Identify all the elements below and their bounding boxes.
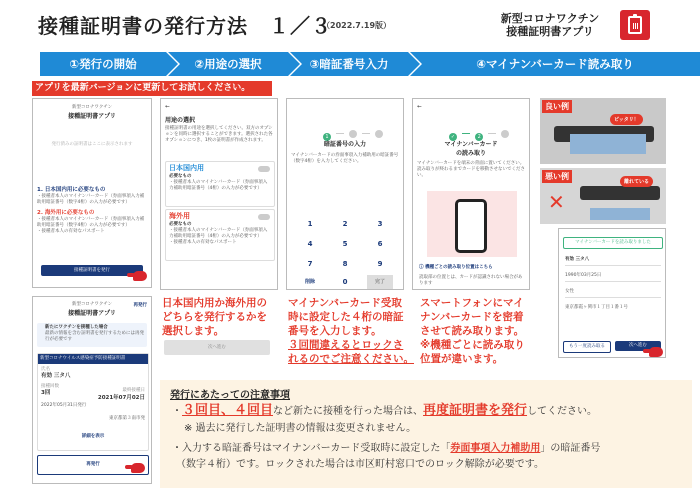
screen5-title: 接種証明書アプリ: [68, 310, 116, 317]
app-name-line1: 新型コロナワクチン: [500, 12, 600, 25]
caption-purpose: [162, 296, 284, 338]
key-8[interactable]: 8: [342, 260, 348, 268]
app-logo-icon: [620, 10, 650, 40]
next-button-disabled[interactable]: [164, 340, 270, 355]
screen4-desc: マイナンバーカードを端末の背面に置いてください。読み取りが終わるまでカードを移動させないでください。: [417, 161, 525, 178]
overseas-desc2: ・接種者本人の有効なパスポート: [169, 240, 237, 245]
dose-value: 3回: [41, 390, 51, 396]
screen1-need2: 2. 海外用に必要なもの: [37, 210, 95, 216]
screen1-need2-desc1: ・接種者本人のマイナンバーカード（券面事項入力補助用暗証番号（数字4桁）の入力が必要です）: [37, 217, 145, 228]
read-position-label: 機種ごとの読み取り位置はこちら: [425, 265, 493, 270]
caption-card-2: ナンバーカードを密着: [420, 311, 524, 323]
issuer: 東京都第３南市発: [109, 416, 145, 421]
caption-card-5: 位置が違います。: [420, 353, 504, 365]
screen-purpose: [160, 98, 278, 290]
screen-issued: [32, 296, 152, 484]
screen1-placeholder: 発行済みの証明書はここに表示されます: [51, 142, 133, 147]
progress-dots: 1: [323, 123, 383, 142]
caption-card: [420, 296, 532, 366]
domestic-option[interactable]: 日本国内用: [169, 164, 204, 172]
overseas-need: 必要なもの: [169, 222, 192, 227]
note-line-2: ※ 過去に発行した証明書の情報は変更されません。: [184, 423, 417, 434]
app-name-line2: 接種証明書アプリ: [506, 25, 594, 38]
screen-start: [32, 98, 152, 288]
issued-date: 2022年05月31日発行: [41, 403, 87, 408]
good-example-bubble: ピッタリ！: [610, 114, 643, 125]
key-2[interactable]: 2: [342, 220, 348, 228]
key-5[interactable]: 5: [342, 240, 348, 248]
key-9[interactable]: 9: [377, 260, 383, 268]
domestic-toggle[interactable]: [258, 166, 270, 172]
screen1-need2-desc2: ・接種者本人の有効なパスポート: [37, 229, 105, 234]
overseas-desc1: ・接種者本人のマイナンバーカード（券面事項入力補助用暗証番号（4桁）の入力が必要です）: [169, 228, 268, 239]
caption-pin-1: マイナンバーカード受取: [288, 297, 402, 309]
good-example-tag: 良い例: [542, 100, 572, 113]
form-address: 東京都霞ヶ関市１丁目１番１号: [565, 305, 628, 310]
note-dose-highlight: ３回目、４回目: [182, 403, 274, 418]
note-line-1-end: してください。: [527, 406, 598, 417]
domestic-desc: ・接種者本人のマイナンバーカード（券面事項入力補助用暗証番号（4桁）の入力が必要です）: [169, 180, 268, 191]
name-value: 有効 三タ八: [41, 373, 71, 379]
proceed-button[interactable]: 次へ進む: [615, 341, 661, 351]
screen4-title-2: の読み取り: [455, 150, 486, 157]
step-1: ①発行の開始: [40, 52, 166, 76]
screen3-title: 暗証番号の入力: [323, 141, 366, 148]
screen5-subtitle: 新型コロナワクチン: [71, 302, 113, 307]
notes-title: 発行にあたっての注意事項: [170, 390, 290, 401]
screen-pin: [286, 98, 404, 290]
form-birth: 1990年03月25日: [565, 273, 602, 278]
note-line-3: [172, 442, 600, 456]
show-detail-button[interactable]: 詳細を表示: [81, 434, 105, 439]
overseas-option[interactable]: 海外用: [169, 212, 190, 220]
screen-card-read: [412, 98, 530, 290]
caption-purpose-1: 日本国内用か海外用の: [162, 297, 267, 309]
page-title: 接種証明書の発行方法 １／３: [38, 14, 332, 38]
caption-pin-4: ３回間違えるとロックさ: [288, 339, 404, 351]
next-button-label: 次へ進む: [208, 345, 226, 350]
reissue-link[interactable]: 再発行: [133, 303, 147, 308]
reissue-button[interactable]: 再発行: [86, 462, 100, 467]
form-name: 有効 三タ八: [565, 257, 590, 262]
good-example-photo: [540, 98, 666, 164]
screen1-title: 接種証明書アプリ: [68, 113, 116, 120]
notice-title: 新たにワクチンを接種した場合: [45, 325, 108, 330]
screen4-note: 読取部の位置とは、カードが認識されない場合があります: [419, 275, 523, 286]
issue-certificate-button[interactable]: 接種証明書を発行: [41, 265, 143, 276]
caption-pin-3: 番号を入力します。: [288, 325, 382, 337]
step-2: ②用途の選択: [168, 52, 288, 76]
caption-purpose-3: 選択します。: [162, 325, 225, 337]
caption-pin: [288, 296, 416, 366]
caption-pin-5: れるのでご注意ください。: [288, 353, 414, 365]
screen2-desc: 接種証明書の用途を選択してください。双方のオプションを同時に選択することができます。選択された各オプションにつき、1枚の証明書が作成されます。: [165, 126, 273, 143]
notice-desc: 最新の情報を含む証明書を発行するためには再発行が必要です: [45, 331, 144, 342]
key-6[interactable]: 6: [377, 240, 383, 248]
screen1-subtitle: 新型コロナワクチン: [71, 105, 113, 110]
caption-card-1: スマートフォンにマイ: [420, 297, 524, 309]
key-4[interactable]: 4: [307, 240, 313, 248]
bad-example-bubble: 離れている: [620, 176, 653, 187]
note-line-1-mid: など新たに接種を行った場合は、: [273, 406, 424, 417]
update-banner: アプリを最新バージョンに更新してお試しください。: [32, 81, 272, 96]
screen-read-result: [558, 228, 666, 358]
read-position-link[interactable]: [419, 265, 527, 271]
back-arrow-icon[interactable]: ←: [165, 104, 170, 110]
read-success-label: マイナンバーカードを読み取りました: [563, 237, 663, 249]
info-icon: ⓘ: [419, 265, 424, 270]
step-3: ③暗証番号入力: [290, 52, 408, 76]
note-bullet: ・: [172, 406, 182, 417]
form-sex: 女性: [565, 289, 574, 294]
note-line-3-end: 」の暗証番号: [540, 443, 601, 454]
note-pin-type-highlight: 券面事項入力補助用: [450, 443, 541, 454]
screen2-title: 用途の選択: [165, 117, 196, 124]
tap-hand-icon-3: [649, 347, 663, 357]
caption-card-3: させて読み取ります。: [420, 325, 525, 337]
bad-example-photo: [540, 168, 666, 224]
tap-hand-icon: [133, 271, 147, 281]
key-1[interactable]: 1: [307, 220, 313, 228]
date-label: 最終接種日: [122, 388, 145, 393]
screen4-title: [413, 139, 529, 157]
key-3[interactable]: 3: [377, 220, 383, 228]
key-delete[interactable]: 削除: [304, 279, 315, 285]
date-value: 2021年07月02日: [97, 395, 145, 401]
note-line-1: [172, 404, 597, 419]
screen1-need1-desc: ・接種者本人のマイナンバーカード（券面事項入力補助用暗証番号（数字4桁）の入力が必要です）: [37, 194, 145, 205]
reread-button[interactable]: もう一度読み取る: [563, 341, 611, 353]
note-reissue-highlight: 再度証明書を発行: [423, 403, 528, 418]
back-arrow-icon-2[interactable]: ←: [417, 104, 422, 110]
phone-illustration: [427, 191, 517, 257]
tap-hand-icon-2: [131, 463, 145, 473]
progress-dots-2: ✓ 2: [449, 123, 509, 142]
app-name: [498, 12, 602, 38]
step-4: ④マイナンバーカード読み取り: [410, 52, 700, 76]
domestic-need: 必要なもの: [169, 174, 192, 179]
overseas-toggle[interactable]: [258, 214, 270, 220]
name-label: 氏名: [41, 367, 50, 372]
note-line-3-start: ・入力する暗証番号はマイナンバーカード受取時に設定した「: [172, 443, 451, 454]
key-7[interactable]: 7: [307, 260, 313, 268]
screen4-title-1: マイナンバーカード: [444, 141, 498, 148]
bad-example-tag: 悪い例: [542, 170, 572, 183]
caption-purpose-2: どちらを発行するかを: [162, 311, 267, 323]
screen3-desc: マイナンバーカードの券面事項入力補助用の暗証番号（数字4桁）を入力してください。: [291, 153, 399, 164]
version-date: （2022.7.19版）: [322, 21, 392, 30]
cross-icon: ✕: [548, 190, 565, 214]
key-0[interactable]: 0: [342, 278, 348, 286]
dose-label: 接種回数: [41, 384, 59, 389]
caption-pin-2: 時に設定した４桁の暗証: [288, 311, 404, 323]
caption-card-4: ※機種ごとに読み取り: [420, 339, 525, 351]
note-line-4: （数字４桁）です。ロックされた場合は市区町村窓口でのロック解除が必要です。: [176, 459, 544, 470]
certificate-card-title: 新型コロナウイルス感染症予防接種証明書: [38, 354, 148, 364]
key-done[interactable]: 完了: [367, 275, 393, 289]
screen1-need1: 1. 日本国内用に必要なもの: [37, 187, 106, 193]
